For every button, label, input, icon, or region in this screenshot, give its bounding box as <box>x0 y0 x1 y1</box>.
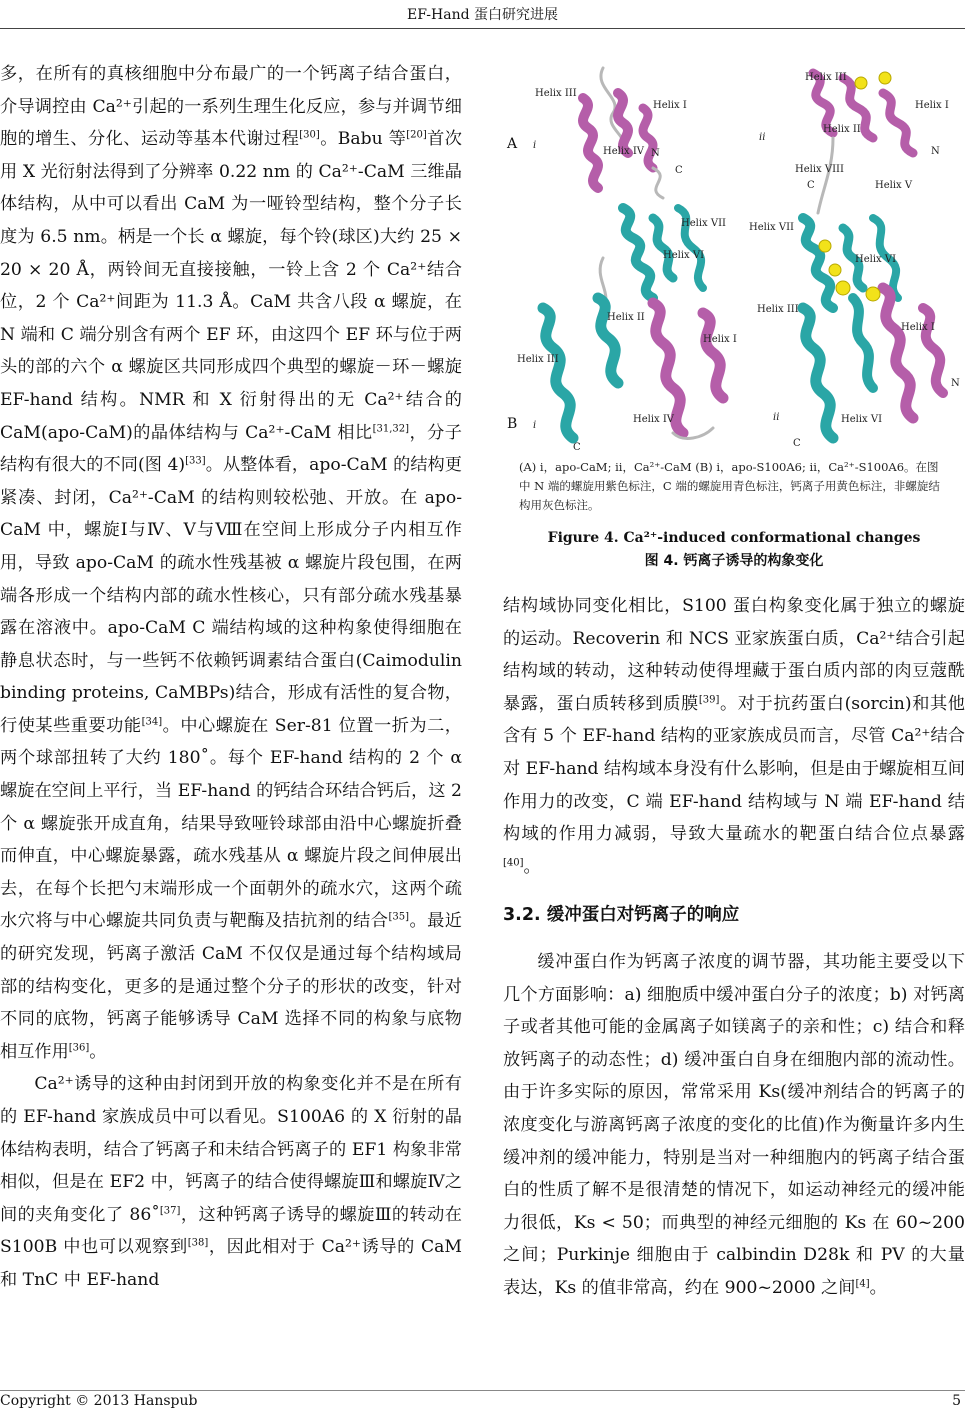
label-n-term: N <box>651 148 660 159</box>
citation: [20] <box>406 129 427 141</box>
page-header <box>0 0 965 29</box>
paragraph-s100-conformation: Ca²⁺诱导的这种由封闭到开放的构象变化并不是在所有的 EF-hand 家族成员中可以看见。S100A6 的 X 衍射的晶体结构表明，结合了钙离子和未结合钙离子的 EF1 构象非常相似，但是在 EF2 中，钙离子的结合使得螺旋Ⅲ和螺旋Ⅳ之间的夹角变化了 86˚[37]，这种钙离子诱导的螺旋Ⅲ的转动在 S100B 中也可以观察到[38]，因此相对于 Ca²⁺诱导的 CaM 和 TnC 中 EF-hand <box>0 1074 462 1290</box>
label-helix-i-b: Helix I <box>703 334 737 345</box>
label-helix-iii-ca: Helix III <box>805 72 847 83</box>
citation: [36] <box>68 1042 90 1054</box>
label-helix-i-b-ca: Helix I <box>901 322 935 333</box>
label-helix-iv-b: Helix IV <box>633 414 675 425</box>
citation: [37] <box>159 1205 181 1217</box>
copyright-notice: Copyright © 2013 Hanspub <box>0 1393 198 1409</box>
left-column <box>0 58 462 1297</box>
label-helix-vi: Helix VI <box>663 250 705 261</box>
label-c-term-ca: C <box>807 180 815 191</box>
panel-a-sub-ii: ii <box>759 132 766 143</box>
label-helix-iii-b: Helix III <box>517 354 559 365</box>
label-helix-vi-b-ca: Helix VI <box>841 414 883 425</box>
label-c-term-b-ca: C <box>793 438 801 449</box>
citation: [33] <box>185 455 206 467</box>
right-column <box>503 590 965 1304</box>
citation: [34] <box>141 716 163 728</box>
label-helix-iii: Helix III <box>535 88 577 99</box>
figure-caption-en: Figure 4. Ca²⁺-induced conformational changes <box>547 530 921 546</box>
protein-structures-illustration <box>503 58 965 458</box>
citation: [4] <box>855 1278 870 1290</box>
citation: [39] <box>698 694 720 706</box>
label-helix-i-ca: Helix I <box>915 100 949 111</box>
label-helix-vi-ca: Helix VI <box>855 254 897 265</box>
footer-divider <box>0 1390 965 1391</box>
citation: [40] <box>503 857 524 869</box>
paragraph-s100-helix-motion: 结构域协同变化相比，S100 蛋白构象变化属于独立的螺旋的运动。Recoverin 和 NCS 亚家族蛋白质，Ca²⁺结合引起结构域的转动，这种转动使得埋藏于蛋白质内部的肉豆蔻酰暴露，蛋白质转移到质膜[39]。对于抗药蛋白(sorcin)和其他含有 5 个 EF-hand 结构的亚家族成员而言，尽管 Ca²⁺结合对 EF-hand 结构域本身没有什么影响，但是由于螺旋相互间作用力的改变，C 端 EF-hand 结构域与 N 端 EF-hand 结构域的作用力减弱，导致大量疏水的靶蛋白结合位点暴露[40]。 <box>503 596 965 877</box>
label-helix-iv: Helix IV <box>603 146 645 157</box>
figure-caption-zh: 图 4. 钙离子诱导的构象变化 <box>644 553 824 569</box>
figure-4 <box>503 58 965 578</box>
figure-note: (A) i，apo-CaM; ii，Ca²⁺-CaM (B) i，apo-S100A6; ii，Ca²⁺-S100A6。在图中 N 端的螺旋用紫色标注，C 端的螺旋用青色标注，钙离子用黄色标注，非螺旋结构用灰色标注。 <box>519 460 940 512</box>
page-number: 5 <box>952 1393 961 1409</box>
citation: [38] <box>187 1237 209 1249</box>
panel-a-sub-i: i <box>533 140 537 151</box>
label-helix-ii-ca: Helix II <box>823 124 861 135</box>
label-helix-viii-ca: Helix VIII <box>795 164 844 175</box>
label-helix-i: Helix I <box>653 100 687 111</box>
label-n-term-b-ca: N <box>951 378 960 389</box>
label-helix-vii-ca: Helix VII <box>749 222 794 233</box>
label-helix-ii-b: Helix II <box>607 312 645 323</box>
section-heading-3-2: 3.2. 缓冲蛋白对钙离子的响应 <box>503 905 740 926</box>
label-n-term-ca: N <box>931 146 940 157</box>
paragraph-cam-structure: 多，在所有的真核细胞中分布最广的一个钙离子结合蛋白，介导调控由 Ca²⁺引起的一系列生理生化反应，参与并调节细胞的增生、分化、运动等基本代谢过程[30]。Babu 等[20]首次用 X 光衍射法得到了分辨率 0.22 nm 的 Ca²⁺-CaM 三维晶体结构，从中可以看出 CaM 为一哑铃型结构，整个分子长度为 6.5 nm。柄是一个长 α 螺旋，每个铃(球区)大约 25 × 20 × 20 Å，两铃间无直接接触，一铃上含 2 个 Ca²⁺结合位，2 个 Ca²⁺间距为 11.3 Å。CaM 共含八段 α 螺旋，在 N 端和 C 端分别含有两个 EF 环，由这四个 EF 环与位于两头的部的六个 α 螺旋区共同形成四个典型的螺旋－环－螺旋 EF-hand 结构。NMR 和 X 衍射得出的无 Ca²⁺结合的 CaM(apo-CaM)的晶体结构与 Ca²⁺-CaM 相比[31,32]，分子结构有很大的不同(图 4)[33]。从整体看，apo-CaM 的结构更紧凑、封闭，Ca²⁺-CaM 的结构则较松弛、开放。在 apo-CaM 中，螺旋Ⅰ与Ⅳ、Ⅴ与Ⅷ在空间上形成分子内相互作用，导致 apo-CaM 的疏水性残基被 α 螺旋片段包围，在两端各形成一个结构内部的疏水性核心，只有部分疏水残基暴露在溶液中。apo-CaM C 端结构域的这种构象使得细胞在静息状态时，与一些钙不依赖钙调素结合蛋白(Caimodulin binding proteins, CaMBPs)结合，形成有活性的复合物，行使某些重要功能[34]。中心螺旋在 Ser-81 位置一折为二，两个球部扭转了大约 180˚。每个 EF-hand 结构的 2 个 α 螺旋在空间上平行，当 EF-hand 的钙结合环结合钙后，这 2 个 α 螺旋张开成直角，结果导致哑铃球部由沿中心螺旋折叠而伸直，中心螺旋暴露，疏水残基从 α 螺旋片段之间伸展出去，在每个长把勺末端形成一个面朝外的疏水穴，这两个疏水穴将与中心螺旋共同负责与靶酶及拮抗剂的结合[35]。最近的研究发现，钙离子激活 CaM 不仅仅是通过每个结构域局部的结构变化，更多的是通过整个分子的形状的改变，针对不同的底物，钙离子能够诱导 CaM 选择不同的构象与底物相互作用[36]。 <box>0 64 462 1062</box>
citation: [30] <box>299 129 320 141</box>
panel-label-b: B <box>507 416 518 432</box>
label-helix-vii: Helix VII <box>681 218 726 229</box>
label-c-term-b: C <box>573 442 581 453</box>
running-title: EF-Hand 蛋白研究进展 <box>406 7 559 23</box>
panel-b-sub-i: i <box>533 420 537 431</box>
citation: [35] <box>388 911 409 923</box>
label-helix-v-ca: Helix V <box>875 180 913 191</box>
label-c-term: C <box>675 165 683 176</box>
label-helix-iii-b-ca: Helix III <box>757 304 799 315</box>
citation: [31,32] <box>372 422 410 434</box>
panel-label-a: A <box>507 136 518 152</box>
panel-b-sub-ii: ii <box>773 412 780 423</box>
paragraph-buffer-proteins: 缓冲蛋白作为钙离子浓度的调节器，其功能主要受以下几个方面影响：a) 细胞质中缓冲蛋白分子的浓度；b) 对钙离子或者其他可能的金属离子如镁离子的亲和性；c) 结合和释放钙离子的动态性；d) 缓冲蛋白自身在细胞内部的流动性。由于许多实际的原因，常常采用 Ks(缓冲剂结合的钙离子的浓度变化与游离钙离子浓度的变化的比值)作为衡量许多内生缓冲剂的缓冲能力，特别是当对一种细胞内的钙离子结合蛋白的性质了解不是很清楚的情况下，如运动神经元的缓冲能力很低，Ks < 50；而典型的神经元细胞的 Ks 在 60~200 之间；Purkinje 细胞由于 calbindin D28k 和 PV 的大量表达，Ks 的值非常高，约在 900~2000 之间[4]。 <box>503 951 965 1298</box>
